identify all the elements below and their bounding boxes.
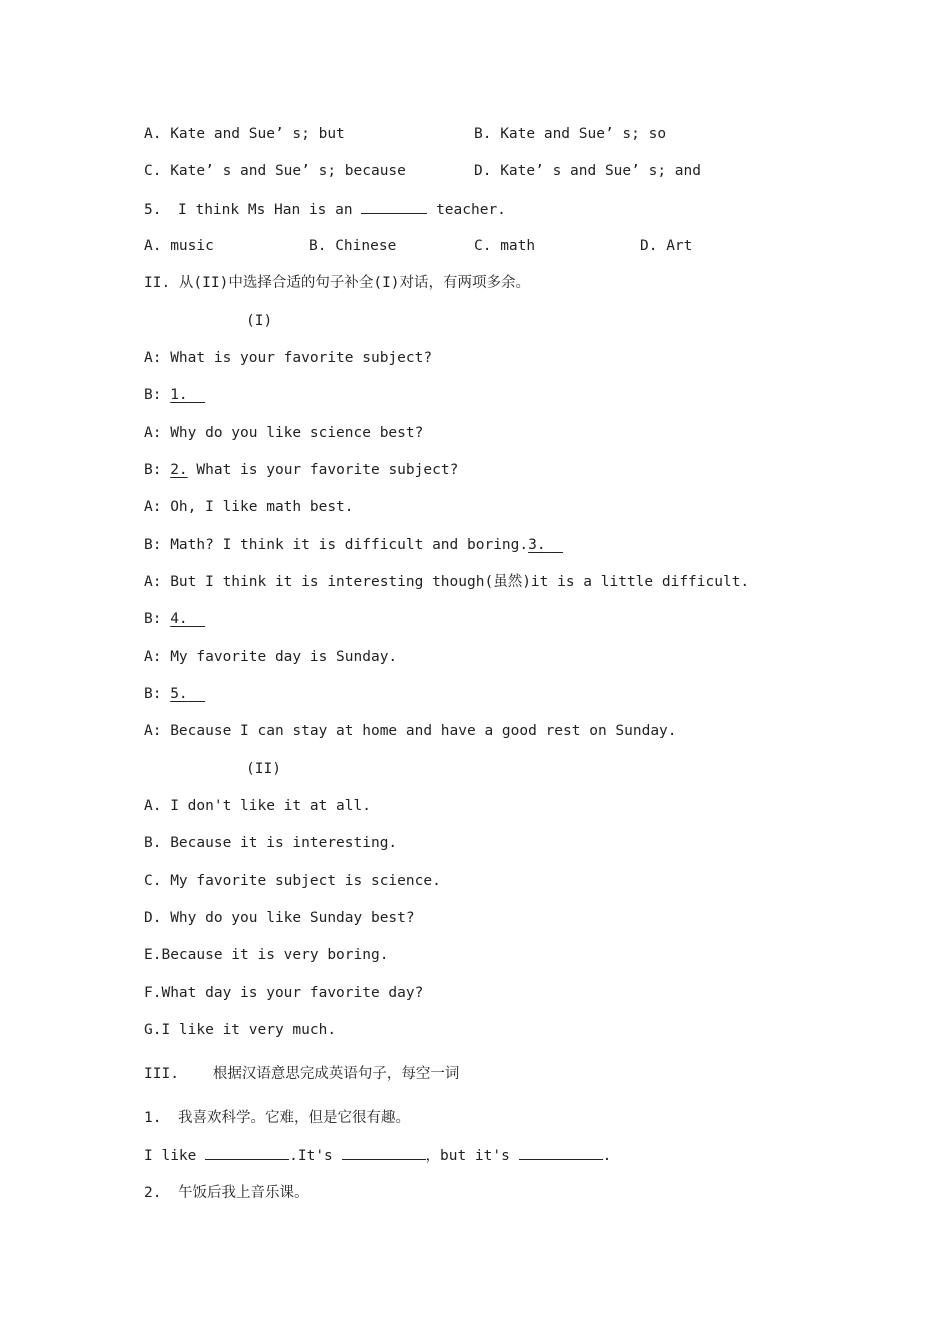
choice-item: D. Why do you like Sunday best?: [144, 910, 415, 926]
dialogue-blank-4: 4.: [170, 611, 188, 627]
s3-q1-english: [144, 1145, 611, 1166]
section3-title: 根据汉语意思完成英语句子，每空一词: [212, 1066, 460, 1082]
dialogue-line: A: Because I can stay at home and have a good rest on Sunday.: [144, 723, 677, 739]
q4-option-c: C. Kate’ s and Sue’ s; because: [144, 163, 406, 179]
q5-option-a: A. music: [144, 238, 214, 254]
q5-text-before: I think Ms Han is an: [178, 202, 353, 218]
dialogue-line: [144, 609, 205, 629]
q5-question: [144, 199, 506, 220]
section2-heading: II. 从(II)中选择合适的句子补全(I)对话，有两项多余。: [144, 275, 531, 291]
choice-item: A. I don't like it at all.: [144, 798, 371, 814]
choice-item: F.What day is your favorite day?: [144, 985, 424, 1001]
s3-q1-text: ，but it's: [425, 1148, 510, 1164]
s3-q1-number: 1.: [144, 1110, 162, 1126]
dialogue-line: A: My favorite day is Sunday.: [144, 649, 398, 665]
dialogue-speaker: B:: [144, 387, 171, 403]
s3-q1-prompt: 我喜欢科学。它难，但是它很有趣。: [178, 1110, 410, 1126]
s3-q1-text: .It's: [289, 1148, 333, 1164]
q4-option-a: A. Kate and Sue’ s; but: [144, 126, 345, 142]
s3-q1-text: I like: [144, 1148, 197, 1164]
q4-option-d: D. Kate’ s and Sue’ s; and: [474, 163, 701, 179]
dialogue-line: [144, 385, 205, 405]
dialogue-line: A: What is your favorite subject?: [144, 350, 433, 366]
q4-option-b: B. Kate and Sue’ s; so: [474, 126, 667, 142]
q5-answer-blank: [361, 199, 427, 214]
section2-part1-label: (I): [246, 313, 273, 329]
q5-option-d: D. Art: [640, 238, 693, 254]
dialogue-blank-2: 2.: [170, 462, 188, 478]
choice-item: B. Because it is interesting.: [144, 835, 398, 851]
dialogue-line: [144, 684, 205, 704]
section2-part2-label: (II): [246, 761, 281, 777]
s3-q2-prompt: 午饭后我上音乐课。: [178, 1185, 309, 1201]
choice-item: C. My favorite subject is science.: [144, 873, 441, 889]
dialogue-line: A: But I think it is interesting though(虽然)it is a little difficult.: [144, 574, 750, 590]
choice-item: G.I like it very much.: [144, 1022, 337, 1038]
dialogue-blank-1: 1.: [170, 387, 188, 403]
dialogue-speaker: B:: [144, 686, 171, 702]
section3-heading: [144, 1064, 459, 1084]
dialogue-speaker: B:: [144, 611, 171, 627]
q5-option-b: B. Chinese: [309, 238, 397, 254]
q5-text-after: teacher.: [436, 202, 506, 218]
dialogue-text: B: Math? I think it is difficult and boring.: [144, 537, 529, 553]
s3-q2-number: 2.: [144, 1185, 162, 1201]
dialogue-line: A: Why do you like science best?: [144, 425, 424, 441]
q5-option-c: C. math: [474, 238, 536, 254]
dialogue-speaker: B:: [144, 462, 171, 478]
dialogue-line: A: Oh, I like math best.: [144, 499, 354, 515]
section3-number: III.: [144, 1066, 179, 1082]
dialogue-line: [144, 535, 563, 555]
s3-q2-chinese: [144, 1183, 309, 1203]
s3-q1-blank-1: [205, 1145, 289, 1160]
s3-q1-chinese: [144, 1108, 410, 1128]
s3-q1-blank-3: [519, 1145, 603, 1160]
q5-number: 5.: [144, 202, 162, 218]
choice-item: E.Because it is very boring.: [144, 947, 389, 963]
s3-q1-blank-2: [342, 1145, 426, 1160]
dialogue-blank-5: 5.: [170, 686, 188, 702]
dialogue-blank-3: 3.: [528, 537, 546, 553]
dialogue-line: [144, 460, 458, 480]
s3-q1-text: .: [602, 1148, 612, 1164]
dialogue-text: What is your favorite subject?: [187, 462, 459, 478]
